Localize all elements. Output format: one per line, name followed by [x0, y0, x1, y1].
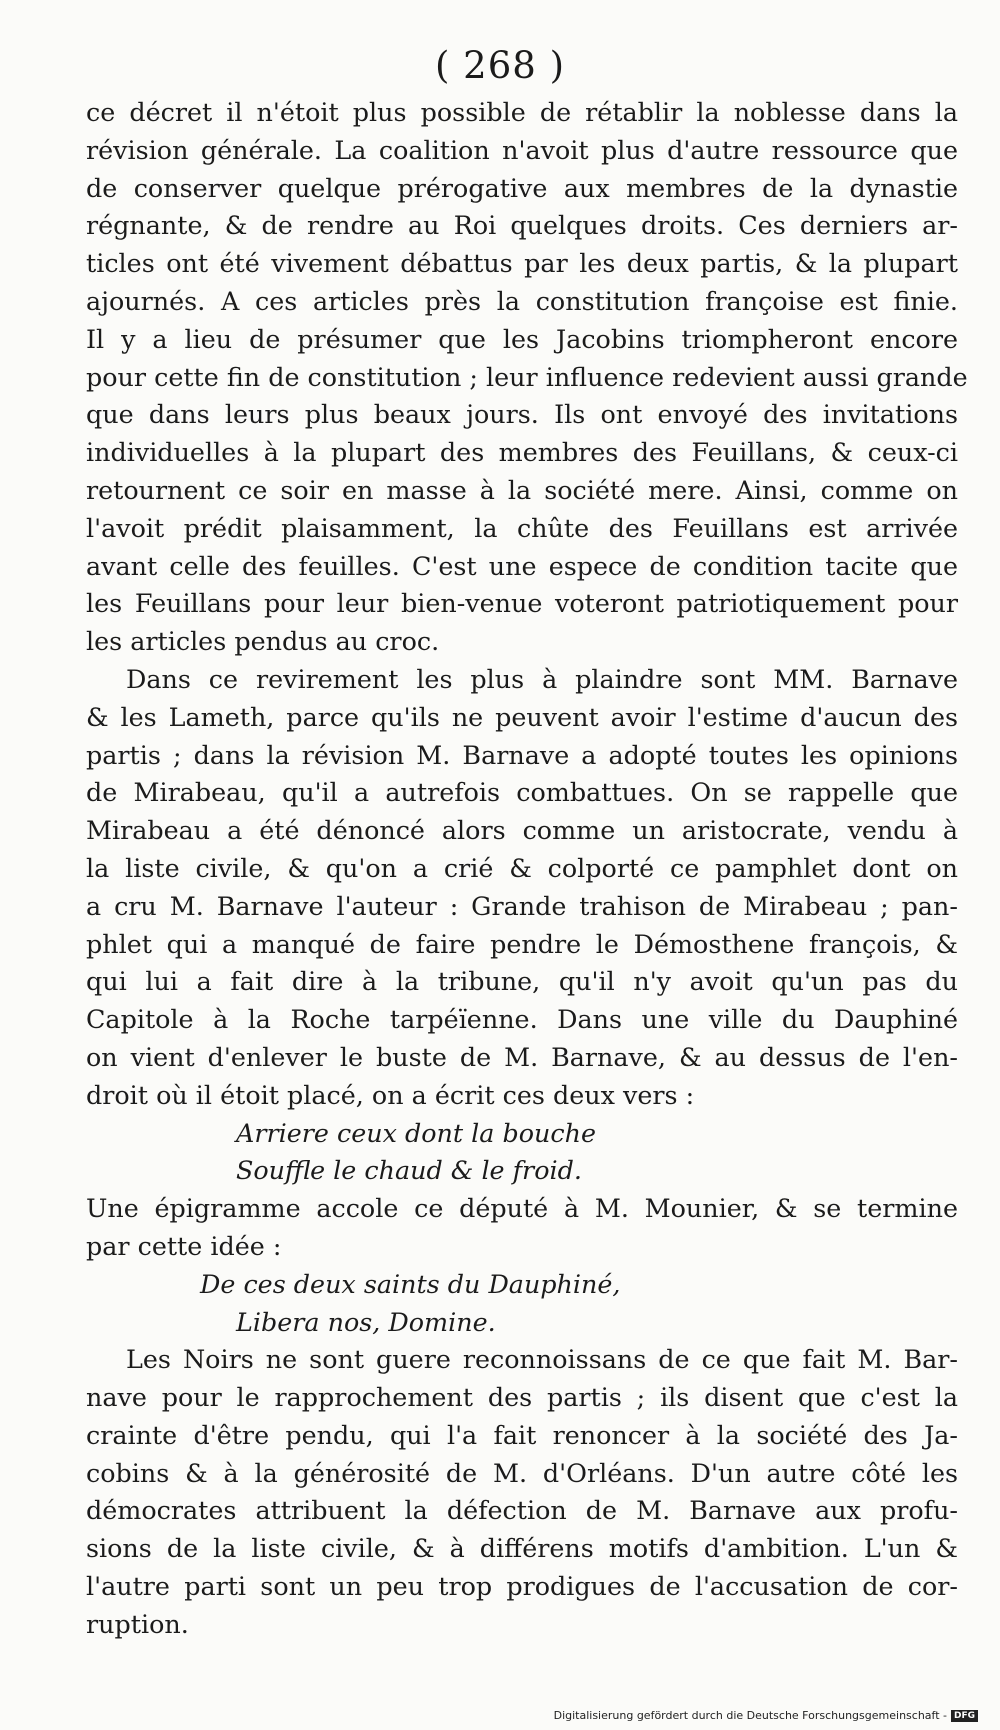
text-line: démocrates attribuent la défection de M. Barnave aux profu- — [86, 1495, 958, 1526]
verse-line: De ces deux saints du Dauphiné, — [200, 1268, 621, 1299]
text-line: ruption. — [86, 1608, 189, 1639]
text-line: l'autre parti sont un peu trop prodigues de l'accusation de cor- — [86, 1571, 958, 1602]
text-line: régnante, & de rendre au Roi quelques droits. Ces derniers ar- — [86, 210, 958, 241]
text-line: avant celle des feuilles. C'est une espece de condition tacite que — [86, 550, 958, 581]
text-line: l'avoit prédit plaisamment, la chûte des Feuillans est arrivée — [86, 512, 958, 543]
page-number: ( 268 ) — [434, 44, 565, 87]
text-line: partis ; dans la révision M. Barnave a adopté toutes les opinions — [86, 739, 958, 770]
text-line: Les Noirs ne sont guere reconnoissans de ce que fait M. Bar- — [126, 1344, 958, 1375]
text-line: la liste civile, & qu'on a crié & colporté ce pamphlet dont on — [86, 852, 958, 883]
verse-line: Souffle le chaud & le froid. — [236, 1155, 582, 1186]
verse-line: Libera nos, Domine. — [236, 1306, 496, 1337]
text-line: ce décret il n'étoit plus possible de rétablir la noblesse dans la — [86, 97, 958, 127]
text-line: droit où il étoit placé, on a écrit ces deux vers : — [86, 1079, 695, 1110]
text-line: de conserver quelque prérogative aux membres de la dynastie — [86, 172, 958, 203]
text-line: phlet qui a manqué de faire pendre le Démosthene françois, & — [86, 928, 958, 959]
digitization-footer — [554, 1709, 978, 1722]
text-line: les articles pendus au croc. — [86, 626, 440, 657]
text-line: pour cette fin de constitution ; leur influence redevient aussi grande — [86, 361, 968, 392]
verse-line: Arriere ceux dont la bouche — [236, 1117, 596, 1148]
text-line: cobins & à la générosité de M. d'Orléans. D'un autre côté les — [86, 1457, 958, 1488]
text-line: a cru M. Barnave l'auteur : Grande trahison de Mirabeau ; pan- — [86, 890, 958, 921]
text-line: qui lui a fait dire à la tribune, qu'il n'y avoit qu'un pas du — [86, 966, 958, 997]
text-line: que dans leurs plus beaux jours. Ils ont envoyé des invitations — [86, 399, 958, 430]
text-line: Dans ce revirement les plus à plaindre sont MM. Barnave — [126, 663, 958, 694]
text-line: nave pour le rapprochement des partis ; ils disent que c'est la — [86, 1382, 958, 1413]
text-line: Mirabeau a été dénoncé alors comme un aristocrate, vendu à — [86, 815, 958, 846]
text-line: révision générale. La coalition n'avoit plus d'autre ressource que — [86, 134, 958, 165]
text-line: on vient d'enlever le buste de M. Barnave, & au dessus de l'en- — [86, 1041, 958, 1072]
text-line: & les Lameth, parce qu'ils ne peuvent avoir l'estime d'aucun des — [86, 701, 958, 732]
text-line: par cette idée : — [86, 1230, 282, 1261]
text-line: ajournés. A ces articles près la constitution françoise est finie. — [86, 285, 958, 316]
text-line: Une épigramme accole ce député à M. Mounier, & se termine — [86, 1193, 958, 1224]
text-line: de Mirabeau, qu'il a autrefois combattues. On se rappelle que — [86, 777, 958, 808]
body-text — [86, 94, 968, 1644]
text-line: ticles ont été vivement débattus par les deux partis, & la plupart — [86, 248, 958, 279]
text-line: Il y a lieu de présumer que les Jacobins triompheront encore — [86, 323, 958, 354]
text-line: Capitole à la Roche tarpéïenne. Dans une ville du Dauphiné — [86, 1004, 958, 1035]
text-line: crainte d'être pendu, qui l'a fait renoncer à la société des Ja- — [86, 1419, 958, 1450]
dfg-logo-icon: DFG — [951, 1710, 978, 1722]
text-line: individuelles à la plupart des membres des Feuillans, & ceux-ci — [86, 437, 958, 468]
footer-text: Digitalisierung gefördert durch die Deutsche Forschungsgemeinschaft - — [553, 1709, 947, 1722]
text-line: retournent ce soir en masse à la société mere. Ainsi, comme on — [86, 474, 958, 505]
text-line: les Feuillans pour leur bien-venue voteront patriotiquement pour — [86, 588, 958, 619]
text-line: sions de la liste civile, & à différens motifs d'ambition. L'un & — [86, 1533, 958, 1564]
